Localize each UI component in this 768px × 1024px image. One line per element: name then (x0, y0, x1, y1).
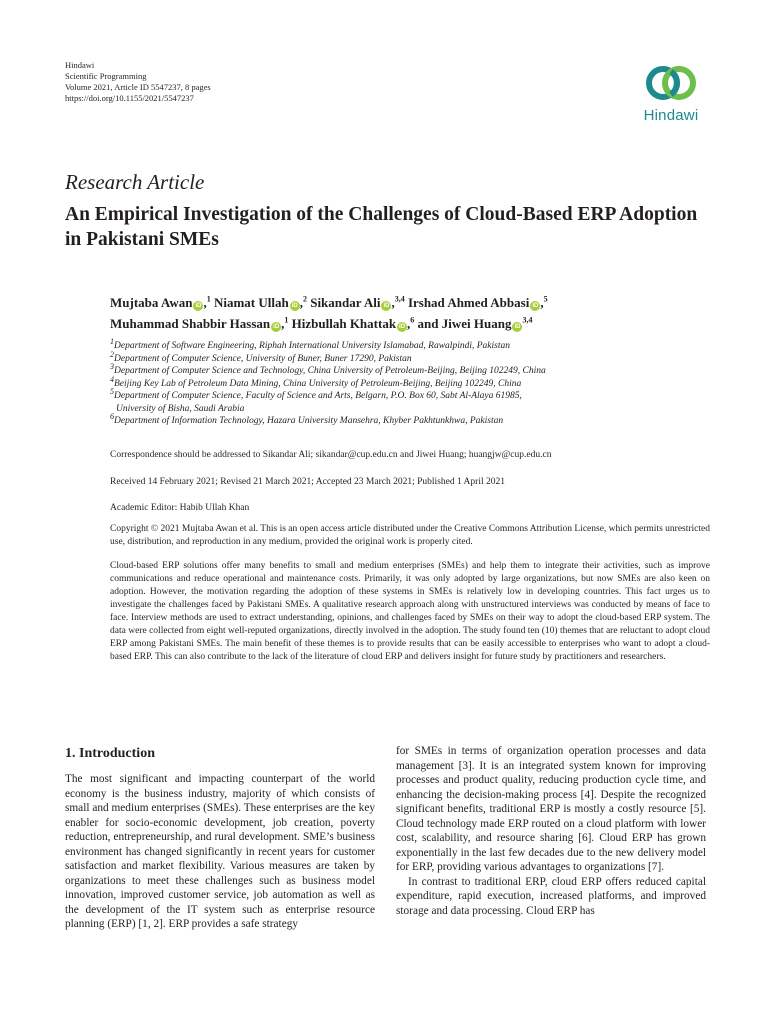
publisher-name: Hindawi (65, 60, 95, 70)
affiliation: $^6$Department of Information Technology, Hazara University Mansehra, Khyber Pakhtunkhwa, Pakistan (110, 411, 504, 426)
copyright-notice: Copyright © 2021 Mujtaba Awan et al. This is an open access article distributed under the Creative Commons Attribution License, which permits unrestricted use, distribution, and reproduction in any medium, provided the original work is properly cited. (110, 524, 710, 547)
journal-metadata (65, 60, 211, 104)
orcid-icon[interactable]: iD (291, 303, 298, 309)
section-heading: 1. Introduction (65, 746, 155, 761)
author[interactable]: Niamat Ullah iD ,$^2$ (213, 294, 307, 310)
orcid-icon[interactable]: iD (383, 303, 390, 309)
orcid-icon[interactable]: iD (399, 324, 406, 330)
article-type: Research Article (65, 170, 205, 194)
author[interactable]: Irshad Ahmed Abbasi iD ,$^5$ (407, 294, 548, 310)
author[interactable]: Mujtaba Awan iD ,$^1$ (110, 294, 211, 310)
affiliation: $^1$Department of Software Engineering, Riphah International University Islamabad, Rawalpindi, Pakistan (110, 336, 510, 351)
correspondence: Correspondence should be addressed to Sikandar Ali; sikandar@cup.edu.cn and Jiwei Huang; huangjw@cup.edu.cn (110, 450, 552, 460)
author[interactable]: Muhammad Shabbir Hassan iD ,$^1$ (110, 315, 289, 331)
orcid-icon[interactable]: iD (273, 324, 280, 330)
author[interactable]: Hizbullah Khattak iD ,$^6$ (291, 315, 415, 331)
body-column-left (65, 746, 375, 932)
journal-name: Scientific Programming (65, 71, 147, 81)
hindawi-logo-icon (644, 61, 698, 105)
hindawi-logo-text: Hindawi (643, 107, 699, 124)
affiliation: $^3$Department of Computer Science and Technology, China University of Petroleum-Beijing, Beijing 102249, China (110, 361, 546, 376)
article-title: An Empirical Investigation of the Challenges of Cloud-Based ERP Adoption in Pakistani SMEs (65, 204, 698, 250)
body-paragraph: In contrast to traditional ERP, cloud ERP offers reduced capital expenditure, rapid execution, increased platforms, and improved storage and data processing. Cloud ERP has (396, 875, 706, 917)
affiliation: $^5$Department of Computer Science, Faculty of Science and Arts, Belgarn, P.O. Box 60, Sabt Al-Alaya 61985, (110, 386, 522, 401)
author[interactable]: Sikandar Ali iD ,$^{3,4}$ (310, 294, 405, 310)
author-list (110, 292, 700, 334)
body-paragraph: for SMEs in terms of organization operation processes and data management [3]. It is an integrated system known for improving processes and product quality, reducing production cycle time, and enhancing the decision-making process [4]. Despite the recognized significant benefits, traditional ERP is mostly a costly resource [5]. Cloud technology made ERP routed on a cloud platform with lower cost, scalability, and resource sharing [6]. Cloud ERP has grown exponentially in the last few decades due to the new delivery model for ERP, providing various advantages to organizations [7]. (396, 745, 706, 873)
body-column-right (396, 744, 706, 918)
orcid-icon[interactable]: iD (532, 303, 539, 309)
hindawi-logo (633, 61, 709, 124)
orcid-icon[interactable]: iD (195, 303, 202, 309)
orcid-icon[interactable]: iD (514, 324, 521, 330)
author[interactable]: and Jiwei Huang iD$^{3,4}$ (417, 315, 533, 331)
affiliation: $^2$Department of Computer Science, University of Buner, Buner 17290, Pakistan (110, 349, 412, 364)
affiliations (110, 336, 710, 428)
volume-line: Volume 2021, Article ID 5547237, 8 pages (65, 82, 211, 92)
abstract: Cloud-based ERP solutions offer many benefits to small and medium enterprises (SMEs) and help them to integrate their activities, such as improve communications and reduce operational and maintenance costs. Primarily, it was only adopted by large organizations, but now SMEs are also keen on adoption. However, the motivation regarding the adoption of these systems in SMEs is relatively low in developing countries. This fact urges us to investigate the challenges faced by Pakistani SMEs. A qualitative research approach along with unstructured interviews was conducted by means of face to face. Interview methods are used to extract understanding, opinions, and challenges faced by SMEs on their way to adopt the cloud-based ERP system. The data were collected from eight well-reputed organizations, directly involved in the adoption. The study found ten (10) themes that are reluctant to adopt cloud ERP among Pakistani SMEs. The main benefit of these themes is to provide results that can be easily accessible to enterprises who want to adopt a cloud-based ERP. This can also contribute to the lack of the literature of cloud ERP and delivers insight for future study by practitioners and researchers. (110, 561, 710, 662)
academic-editor: Academic Editor: Habib Ullah Khan (110, 503, 250, 513)
doi-link[interactable]: https://doi.org/10.1155/2021/5547237 (65, 93, 194, 103)
body-paragraph: The most significant and impacting counterpart of the world economy is the business industry, majority of which consists of small and medium enterprises (SMEs). These enterprises are the key enabler for socio-economic development, job creation, poverty reduction, entrepreneurship, and rural development. SME’s business environment has changed significantly in recent years for customer satisfaction and market flexibility. Various measures are taken by organizations to meet these challenges such as business model innovation, improved customer service, job automation as well as the development of the IT system such as enterprise resource planning (ERP) [1, 2]. ERP provides a safe strategy (65, 773, 375, 930)
author-connector: and (417, 316, 439, 331)
affiliation: $^4$Beijing Key Lab of Petroleum Data Mining, China University of Petroleum-Beijing, Beijing 102249, China (110, 374, 522, 389)
affiliation-continuation: University of Bisha, Saudi Arabia (116, 403, 245, 414)
publication-dates: Received 14 February 2021; Revised 21 March 2021; Accepted 23 March 2021; Published 1 April 2021 (110, 477, 505, 487)
